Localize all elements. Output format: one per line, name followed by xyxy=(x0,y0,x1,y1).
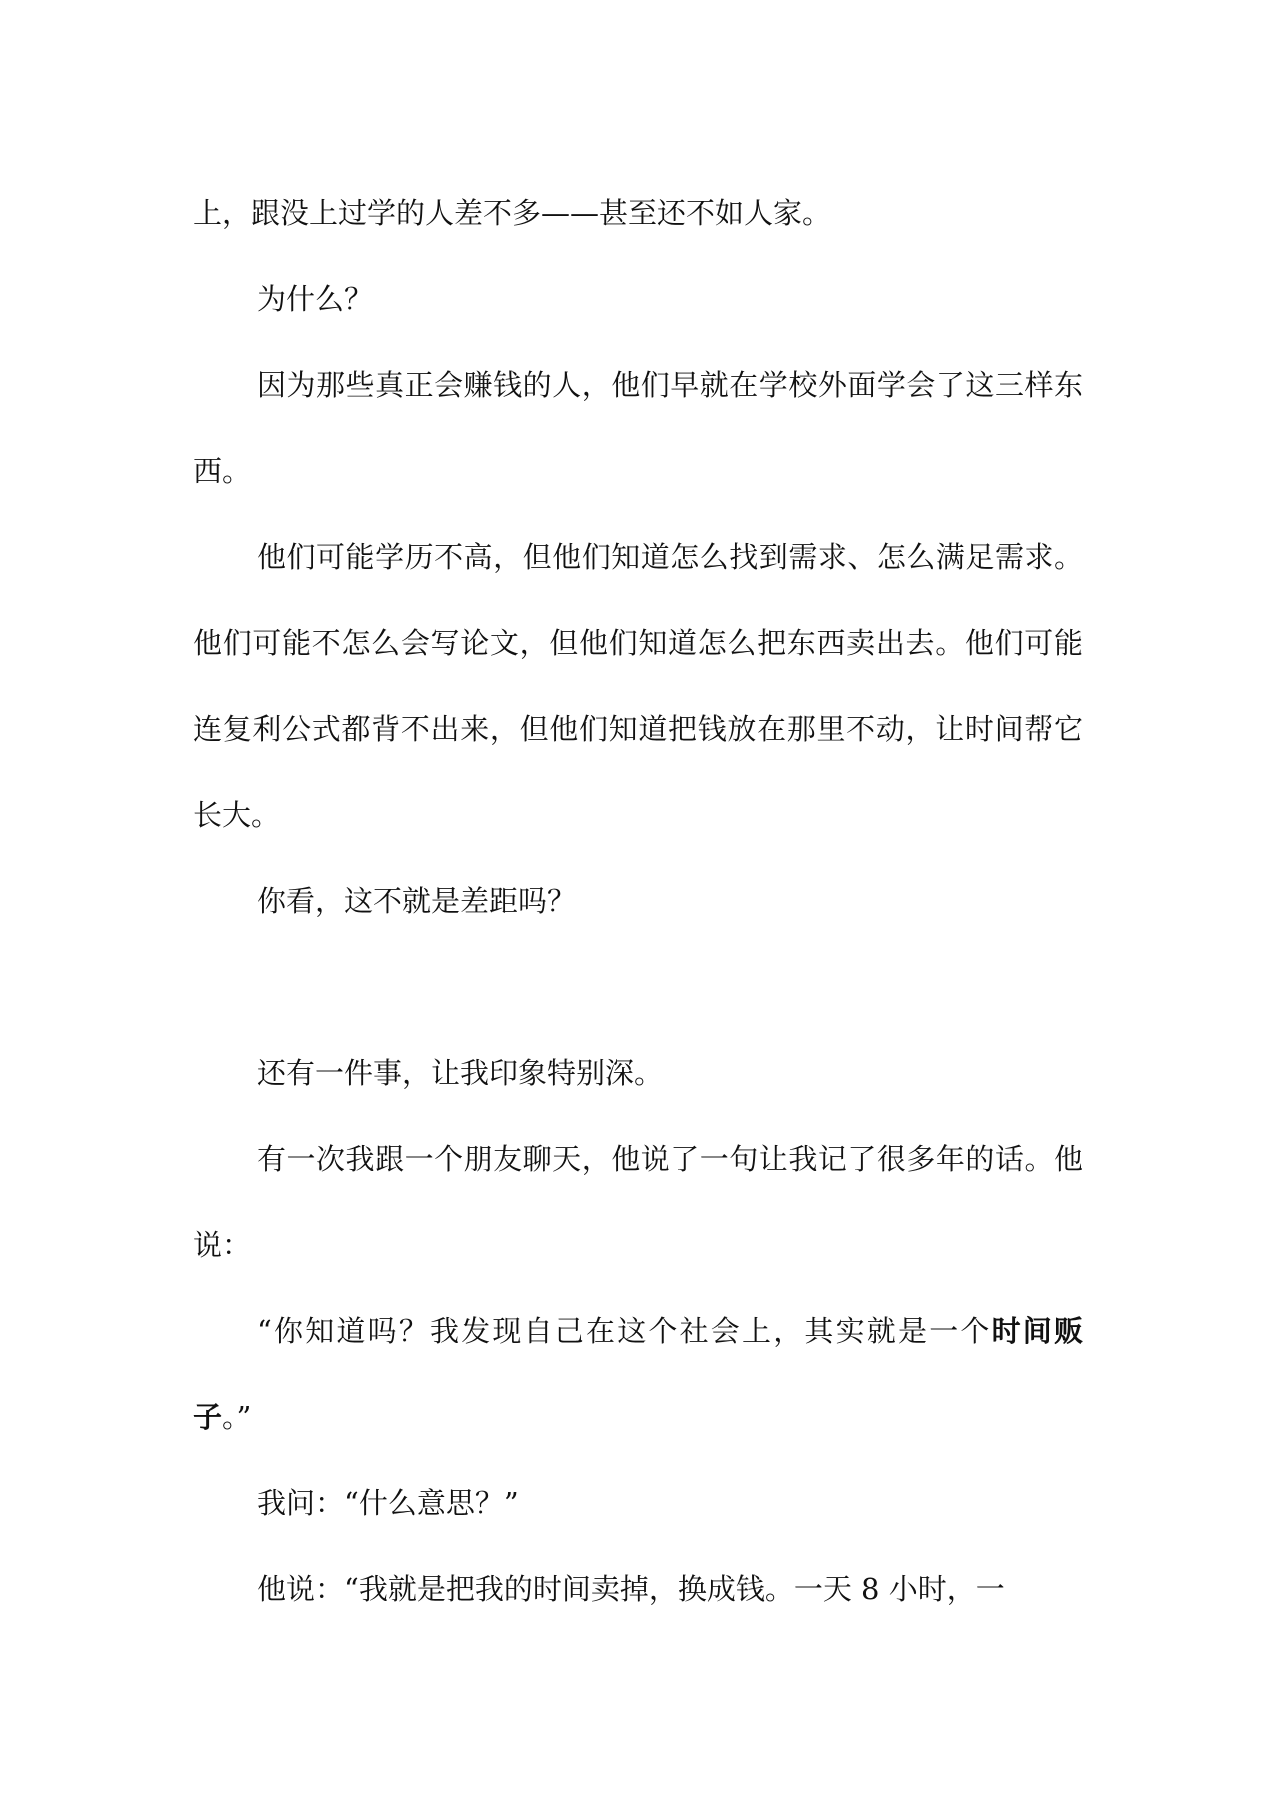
paragraph-3: 因为那些真正会赚钱的人，他们早就在学校外面学会了这三样东西。 xyxy=(193,368,1083,488)
bold-phrase: 时间贩子 xyxy=(193,1314,1083,1434)
quote-text: “你知道吗？我发现自己在这个社会上，其实就是一个 xyxy=(257,1314,992,1348)
paragraph-4: 他们可能学历不高，但他们知道怎么找到需求、怎么满足需求。他们可能不怎么会写论文，但他们知道怎么把东西卖出去。他们可能连复利公式都背不出来，但他们知道把钱放在那里不动，让时间帮它长大。 xyxy=(193,540,1083,832)
quote-end: 。” xyxy=(222,1400,252,1434)
paragraph-7: 有一次我跟一个朋友聊天，他说了一句让我记了很多年的话。他说： xyxy=(193,1142,1083,1262)
paragraph-8 xyxy=(193,1288,1083,1460)
paragraph-10: 他说：“我就是把我的时间卖掉，换成钱。一天 8 小时，一 xyxy=(257,1572,1005,1606)
blank-line xyxy=(193,944,1083,1030)
paragraph-9: 我问：“什么意思？” xyxy=(257,1486,519,1520)
paragraph-5: 你看，这不就是差距吗？ xyxy=(257,884,577,918)
paragraph-2: 为什么？ xyxy=(257,282,374,316)
paragraph-1: 上，跟没上过学的人差不多——甚至还不如人家。 xyxy=(193,196,832,230)
paragraph-6: 还有一件事，让我印象特别深。 xyxy=(257,1056,664,1090)
document-page xyxy=(193,170,1083,1632)
